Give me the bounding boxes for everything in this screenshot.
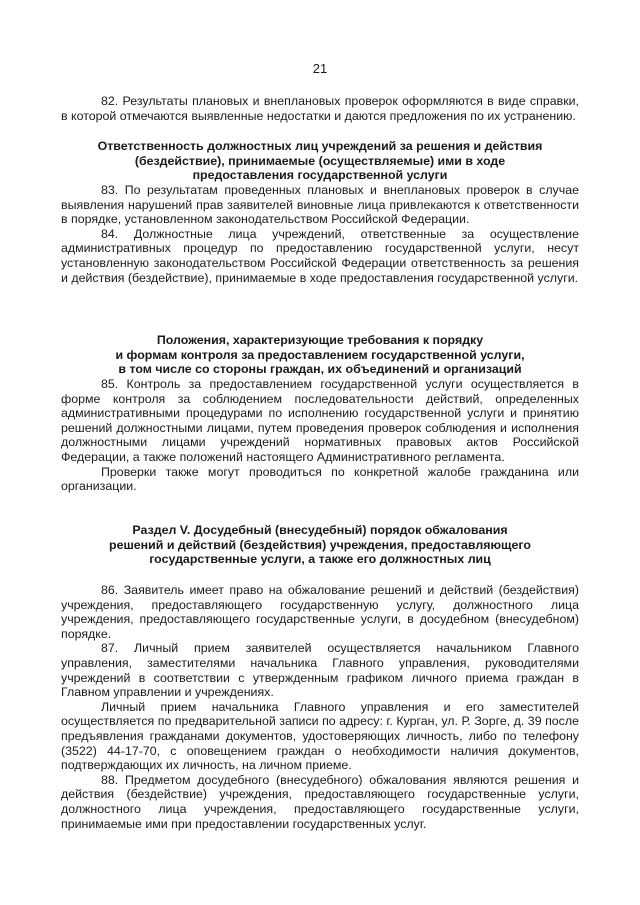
section-82: [61, 94, 579, 123]
paragraph-82: 82. Результаты плановых и внеплановых проверок оформляются в виде справки, в которой отмечаются выявленные недостатки и даются предложения по их устранению.: [61, 94, 579, 123]
paragraph-88: 88. Предметом досудебного (внесудебного) обжалования являются решения и действия (бездействие) учреждения, предоставляющего государственные услуги, должностного лица учреждения, предоставляющего государственные услуги, принимаемые ими при предоставлении государственных услуг.: [61, 772, 579, 831]
heading-section-v-line-1: Раздел V. Досудебный (внесудебный) порядок обжалования: [132, 523, 508, 537]
paragraph-87: 87. Личный прием заявителей осуществляется начальником Главного управления, заместителями начальника Главного управления, руководителями учреждений в соответствии с утвержденным графиком личного приема граждан в Главном управлении и учреждениях.: [61, 641, 579, 700]
heading-section-v-line-2: решений и действий (бездействия) учреждения, предоставляющего: [109, 537, 531, 552]
paragraph-85: 85. Контроль за предоставлением государственной услуги осуществляется в форме контроля за соблюдением последовательности действий, определенных административными процедурами по исполнению государственной услуги и принятию решений должностными лицами, путем проведения проверок соблюдения и исполнения должностными лицами учреждений нормативных правовых актов Российской Федерации, а также положений настоящего Административного регламента.: [61, 377, 579, 464]
heading-section-v: [61, 523, 579, 567]
section-86-88: [61, 583, 579, 831]
paragraph-85-checks: Проверки также могут проводиться по конкретной жалобе гражданина или организации.: [61, 464, 579, 494]
heading-responsibility-line-1: Ответственность должностных лиц учреждений за решения и действия: [97, 139, 543, 153]
page-number: 21: [312, 61, 328, 76]
heading-section-v-line-3: государственные услуги, а также его должностных лиц: [149, 552, 491, 567]
heading-control-line-2: и формам контроля за предоставлением государственной услуги,: [115, 347, 525, 362]
paragraph-86: 86. Заявитель имеет право на обжалование решений и действий (бездействия) учреждения, предоставляющего государственную услугу, должностного лица учреждения, предоставляющего государственные услуги, в досудебном (внесудебном) порядке.: [61, 583, 579, 641]
heading-control-requirements: [61, 333, 579, 377]
paragraph-87-reception: Личный прием начальника Главного управления и его заместителей осуществляется по предварительной записи по адресу: г. Курган, ул. Р. Зорге, д. 39 после предъявления гражданами документов, удостоверяющих личность, либо по телефону (3522) 44-17-70, с оповещением граждан о необходимости наличия документов, подтверждающих их личность, на личном приеме.: [61, 699, 579, 773]
heading-responsibility-line-2: (бездействие), принимаемые (осуществляемые) ими в ходе: [134, 153, 506, 168]
heading-control-line-1: Положения, характеризующие требования к порядку: [156, 333, 484, 347]
heading-responsibility-line-3: предоставления государственной услуги: [192, 168, 448, 183]
heading-control-line-3: в том числе со стороны граждан, их объединений и организаций: [118, 362, 522, 377]
heading-responsibility: [61, 139, 579, 183]
paragraph-84: 84. Должностные лица учреждений, ответственные за осуществление административных процедур по предоставлению государственной услуги, несут установленную законодательством Российской Федерации ответственность за решения и действия (бездействие), принимаемые в ходе предоставления государственной услуги.: [61, 226, 579, 285]
paragraph-83: 83. По результатам проведенных плановых и внеплановых проверок в случае выявления нарушений прав заявителей виновные лица привлекаются к ответственности в порядке, установленном законодательством Российской Федерации.: [61, 183, 579, 227]
section-85: [61, 377, 579, 494]
section-83-84: [61, 183, 579, 285]
